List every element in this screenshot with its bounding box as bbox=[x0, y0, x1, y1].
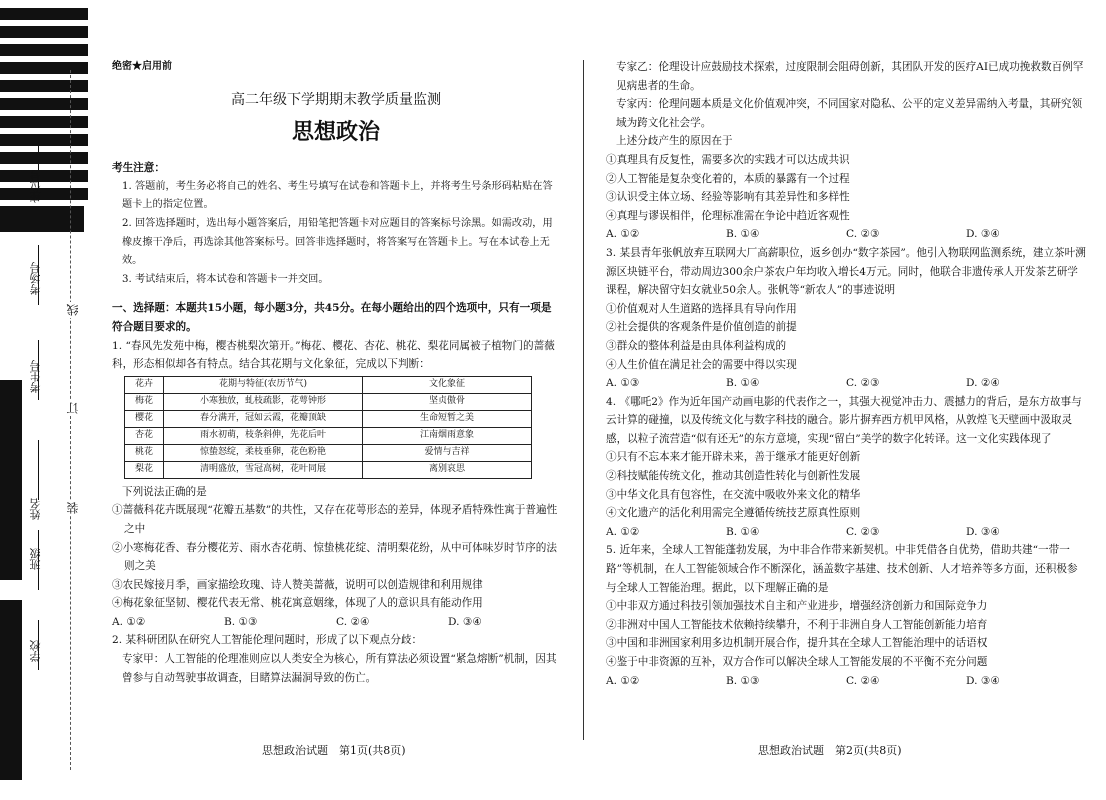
question-stem: 3. 某县青年张帆放弃互联网大厂高薪职位，返乡创办“数字茶园”。他引入物联网监测系统，建立茶叶溯源区块链平台，带动周边300余户茶农户年均收入增长4万元。同时，他联合非遗传承人开发茶艺研学课程，解决留守妇女就业50余人。张帆等“新农人”的事迹说明 bbox=[606, 246, 1086, 297]
table-header: 文化象征 bbox=[363, 376, 532, 393]
statement: ④人生价值在满足社会的需要中得以实现 bbox=[606, 358, 797, 371]
table-row bbox=[125, 444, 532, 461]
option-c: C. ②④ bbox=[336, 615, 370, 628]
table-row bbox=[125, 410, 532, 427]
flower-table bbox=[124, 376, 532, 479]
option-d: D. ②④ bbox=[966, 377, 1000, 390]
option-c: C. ②③ bbox=[846, 525, 880, 538]
statement: ④梅花象征坚韧、樱花代表无常、桃花寓意姻缘，体现了人的意识具有能动作用 bbox=[112, 597, 483, 610]
statement: ③中国和非洲国家利用多边机制开展合作，提升其在全球人工智能治理中的话语权 bbox=[606, 637, 988, 650]
table-cell: 梨花 bbox=[125, 461, 164, 478]
option-d: D. ③④ bbox=[966, 525, 1000, 538]
binding-cut-line bbox=[70, 70, 71, 770]
table-header: 花卉 bbox=[125, 376, 164, 393]
class-label: 班级 bbox=[29, 548, 42, 570]
student-number-label: 考生号 bbox=[29, 360, 42, 393]
expert-view: 专家乙：伦理设计应鼓励技术探索，过度限制会阻碍创新，其团队开发的医疗AI已成功挽救数百例罕见病患者的生命。 bbox=[616, 61, 1084, 92]
exam-room-label: 考场号 bbox=[29, 262, 42, 295]
table-cell: 小寒独放，虬枝疏影，花萼钟形 bbox=[164, 393, 363, 410]
table-row bbox=[125, 393, 532, 410]
option-a: A. ①③ bbox=[606, 377, 640, 390]
question-stem: 2. 某科研团队在研究人工智能伦理问题时，形成了以下观点分歧： bbox=[112, 634, 423, 647]
statement: ①中非双方通过科技引领加强技术自主和产业进步，增强经济创新力和国际竞争力 bbox=[606, 600, 988, 613]
option-a: A. ①② bbox=[606, 228, 640, 241]
answer-options bbox=[606, 672, 1086, 691]
exam-title: 高二年级下学期期末教学质量监测 bbox=[231, 91, 441, 108]
subject-title: 思想政治 bbox=[291, 119, 380, 146]
cut-word-staple: 订 bbox=[66, 402, 80, 414]
option-d: D. ③④ bbox=[966, 674, 1000, 687]
table-cell: 春分满开，冠如云霞，花瓣顶缺 bbox=[164, 410, 363, 427]
question-lead: 下列说法正确的是 bbox=[122, 485, 207, 498]
table-row bbox=[125, 427, 532, 444]
table-header: 花期与特征(农历节气) bbox=[164, 376, 363, 393]
question-stem: 1. “春风先发苑中梅，樱杏桃梨次第开。”梅花、樱花、杏花、桃花、梨花同属被子植物门的蔷薇科，形态相似却各有特点。结合其花期与文化象征，完成以下判断： bbox=[112, 339, 555, 371]
left-column bbox=[112, 58, 560, 687]
table-header-row bbox=[125, 376, 532, 393]
statement: ①蔷薇科花卉既展现“花瓣五基数”的共性，又存在花萼形态的差异，体现矛盾特殊性寓于普遍性之中 bbox=[112, 504, 558, 535]
page-footer-right: 思想政治试题 第2页(共8页) bbox=[758, 744, 902, 757]
statement: ④真理与谬误相伴，伦理标准需在争论中趋近客观性 bbox=[606, 209, 850, 222]
statement: ②科技赋能传统文化，推动其创造性转化与创新性发展 bbox=[606, 470, 861, 483]
cut-word-bind: 装 bbox=[66, 502, 80, 514]
statement: ③中华文化具有包容性，在交流中吸收外来文化的精华 bbox=[606, 488, 861, 501]
statement: ②小寒梅花香、春分樱花芳、雨水杏花萌、惊蛰桃花绽、清明梨花纷，从中可体味岁时节序的法则之美 bbox=[112, 541, 557, 573]
option-a: A. ①② bbox=[606, 674, 640, 687]
answer-options bbox=[606, 374, 1086, 393]
notice-title: 考生注意： bbox=[112, 162, 165, 175]
question-lead: 上述分歧产生的原因在于 bbox=[616, 135, 733, 148]
option-b: B. ①③ bbox=[726, 674, 760, 687]
option-b: B. ①③ bbox=[224, 615, 258, 628]
option-a: A. ①② bbox=[606, 525, 640, 538]
table-cell: 雨水初萌，枝条斜伸，先花后叶 bbox=[164, 427, 363, 444]
column-divider bbox=[583, 60, 584, 740]
statement: ④鉴于中非资源的互补，双方合作可以解决全球人工智能发展的不平衡不充分问题 bbox=[606, 656, 988, 668]
name-label: 姓名 bbox=[29, 498, 42, 520]
option-b: B. ①④ bbox=[726, 525, 760, 538]
table-cell: 梅花 bbox=[125, 393, 164, 410]
table-cell: 爱情与吉祥 bbox=[363, 444, 532, 461]
table-cell: 惊蛰怒绽，柔枝垂卵，花色粉艳 bbox=[164, 444, 363, 461]
option-d: D. ③④ bbox=[966, 228, 1000, 241]
statement: ②人工智能是复杂变化着的，本质的暴露有一个过程 bbox=[606, 172, 850, 185]
table-cell: 离别哀思 bbox=[363, 461, 532, 478]
option-b: B. ①④ bbox=[726, 228, 760, 241]
notice-item: 3. 考试结束后，将本试卷和答题卡一并交回。 bbox=[122, 273, 329, 285]
table-row bbox=[125, 461, 532, 478]
table-cell: 清明盛放，雪冠高树，花叶同展 bbox=[164, 461, 363, 478]
option-c: C. ②③ bbox=[846, 228, 880, 241]
statement: ③农民嫁接月季，画家描绘玫瑰、诗人赞美蔷薇，说明可以创造规律和利用规律 bbox=[112, 578, 483, 591]
notice-item: 2. 回答选择题时，选出每小题答案后，用铅笔把答题卡对应题目的答案标号涂黑。如需改动，用橡皮擦干净后，再选涂其他答案标号。回答非选择题时，将答案写在答题卡上。写在本试卷上无效。 bbox=[122, 217, 553, 267]
option-b: B. ①④ bbox=[726, 377, 760, 390]
question-stem: 5. 近年来，全球人工智能蓬勃发展，为中非合作带来新契机。中非凭借各自优势，借助共建“一带一路”等机制，在人工智能领域合作不断深化，涵盖数字基建、技术创新、人才培养等多方面，还积极参与全球人工智能治理。据此，以下理解正确的是 bbox=[606, 544, 1078, 594]
table-cell: 生命短暂之美 bbox=[363, 410, 532, 427]
notice-item: 1. 答题前，考生务必将自己的姓名、考生号填写在试卷和答题卡上，并将考生号条形码粘贴在答题卡上的指定位置。 bbox=[122, 180, 553, 211]
answer-options bbox=[606, 523, 1086, 542]
table-cell: 杏花 bbox=[125, 427, 164, 444]
option-c: C. ②③ bbox=[846, 377, 880, 390]
expert-view: 专家丙：伦理问题本质是文化价值观冲突，不同国家对隐私、公平的定义差异需纳入考量，其研究领域为跨文化社会学。 bbox=[616, 98, 1083, 129]
page-footer-left: 思想政治试题 第1页(共8页) bbox=[262, 744, 406, 757]
secret-mark: 绝密★启用前 bbox=[112, 61, 172, 72]
statement: ②社会提供的客观条件是价值创造的前提 bbox=[606, 321, 797, 334]
table-cell: 桃花 bbox=[125, 444, 164, 461]
statement: ④文化遗产的活化利用需完全遵循传统技艺原真性原则 bbox=[606, 507, 861, 520]
seat-number-label: 座位号 bbox=[29, 170, 42, 203]
question-stem: 4. 《哪吒2》作为近年国产动画电影的代表作之一，其强大视觉冲击力、震撼力的背后，是东方故事与云计算的碰撞，以及传统文化与数字科技的融合。影片摒弃西方机甲风格，从敦煌飞天壁画中汲取灵感，以粒子流营造“似有还无”的东方意境，实现“留白”美学的数字化转译。这一文化实践体现了 bbox=[606, 395, 1082, 445]
table-cell: 坚贞傲骨 bbox=[363, 393, 532, 410]
table-cell: 江南烟雨意象 bbox=[363, 427, 532, 444]
right-column bbox=[606, 58, 1086, 690]
table-cell: 樱花 bbox=[125, 410, 164, 427]
school-label: 学校 bbox=[29, 640, 42, 662]
option-a: A. ①② bbox=[112, 615, 146, 628]
statement: ①只有不忘本来才能开辟未来，善于继承才能更好创新 bbox=[606, 451, 861, 464]
answer-options bbox=[606, 225, 1086, 244]
option-c: C. ②④ bbox=[846, 674, 880, 687]
statement: ①真理具有反复性，需要多次的实践才可以达成共识 bbox=[606, 153, 850, 166]
field-line bbox=[38, 440, 39, 500]
statement: ③认识受主体立场、经验等影响有其差异性和多样性 bbox=[606, 191, 850, 204]
expert-view: 专家甲：人工智能的伦理准则应以人类安全为核心，所有算法必须设置“紧急熔断”机制，因其曾参与自动驾驶事故调查，目睹算法漏洞导致的伤亡。 bbox=[122, 653, 557, 684]
section-heading: 一、选择题：本题共15小题，每小题3分，共45分。在每小题给出的四个选项中，只有一项是符合题目要求的。 bbox=[112, 302, 552, 333]
statement: ①价值观对人生道路的选择具有导向作用 bbox=[606, 302, 797, 315]
statement: ②非洲对中国人工智能技术依赖持续攀升，不利于非洲自身人工智能创新能力培育 bbox=[606, 618, 988, 631]
cut-word-line: 线 bbox=[66, 304, 80, 316]
answer-options bbox=[112, 613, 560, 632]
option-d: D. ③④ bbox=[448, 615, 482, 628]
statement: ③群众的整体利益是由具体利益构成的 bbox=[606, 339, 787, 352]
